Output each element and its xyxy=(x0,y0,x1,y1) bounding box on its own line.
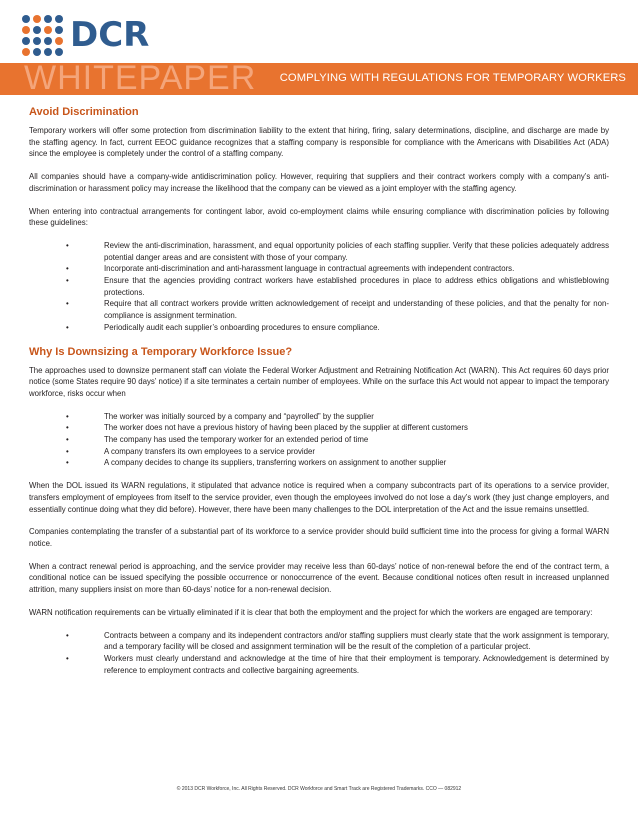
document-body xyxy=(29,105,609,687)
paragraph: When the DOL issued its WARN regulations, it stipulated that advance notice is required when a company subcontracts part of its operations to a service provider, transfers employment of employees from itself to the service provider, even though the employees involved do not lose a day’s work (they just change employers, and essentially continue doing what they did before). However, there have been many challenges to the DOL interpretation of the Act and the issue remains unsettled. xyxy=(29,481,609,514)
bullet-icon: • xyxy=(66,276,69,286)
logo-dot xyxy=(22,15,30,23)
list-item: • Periodically audit each supplier’s onboarding procedures to ensure compliance. xyxy=(66,322,380,332)
logo-dot xyxy=(55,37,63,45)
logo-dot xyxy=(55,15,63,23)
whitepaper-banner xyxy=(0,63,638,95)
list-item: • A company transfers its own employees to a service provider xyxy=(66,446,316,456)
list-item: • The worker was initially sourced by a company and “payrolled” by the supplier xyxy=(66,411,374,421)
bullet-icon: • xyxy=(66,458,69,468)
bullet-icon: • xyxy=(66,653,69,663)
bullet-icon: • xyxy=(66,423,69,433)
banner-title: WHITEPAPER xyxy=(24,63,257,95)
logo-dot xyxy=(44,15,52,23)
logo-text: DCR xyxy=(70,15,150,55)
paragraph: When a contract renewal period is approaching, and the service provider may receive less than 60-days’ notice of non-renewal before the end of the contract term, a conditional notice can be issued specifying the possible occurrence or nonoccurrence of the event. Because conditional notices often result in increased unplanned attrition, many suppliers insist on more than 60-days’ notice for a non-renewal decision. xyxy=(29,561,609,595)
bullet-icon: • xyxy=(66,264,69,274)
paragraph: Temporary workers will offer some protection from discrimination liability to the extent that hiring, firing, salary determinations, discipline, and discharge are made by the staffing agency. In fact, current EEOC guidance recognizes that a staffing company is responsible for compliance with the Americans with Disabilities Act (ADA) since the employee is completely under the control of a staffing company. xyxy=(29,126,609,159)
list-item: • The company has used the temporary worker for an extended period of time xyxy=(66,435,369,445)
logo-dot xyxy=(33,37,41,45)
section-heading-downsizing: Why Is Downsizing a Temporary Workforce Issue? xyxy=(29,345,293,358)
list-item: • Require that all contract workers provide written acknowledgement of receipt and understanding of these policies, and that the penalty for non-compliance is assignment termination. xyxy=(66,299,609,321)
bullet-icon: • xyxy=(66,322,69,332)
paragraph: When entering into contractual arrangements for contingent labor, avoid co-employment claims while ensuring compliance with discrimination policies by following these guidelines: xyxy=(29,206,609,228)
paragraph: Companies contemplating the transfer of a substantial part of its workforce to a service provider should build sufficient time into the process for giving a formal WARN notice. xyxy=(29,527,609,548)
logo-dot xyxy=(22,26,30,34)
list-item: • A company decides to change its suppliers, transferring workers on assignment to another supplier xyxy=(66,458,447,468)
logo-dot xyxy=(33,15,41,23)
guidelines-list xyxy=(29,240,609,334)
risks-list xyxy=(29,411,609,470)
logo-dot xyxy=(44,26,52,34)
logo-dot xyxy=(44,37,52,45)
bullet-icon: • xyxy=(66,630,69,640)
dcr-logo xyxy=(22,13,149,57)
logo-dot xyxy=(22,37,30,45)
logo-dot xyxy=(33,26,41,34)
footer-copyright: © 2013 DCR Workforce, Inc. All Rights Reserved. DCR Workforce and Smart Track are Registered Trademarks. CCO — 082912 xyxy=(176,786,462,792)
list-item: • Workers must clearly understand and acknowledge at the time of hire that their employment is temporary. Acknowledgement is determined by reference to employment contracts and collective bargaining agreements. xyxy=(66,653,609,675)
bullet-icon: • xyxy=(66,435,69,445)
paragraph: All companies should have a company-wide antidiscrimination policy. However, requiring that suppliers and their contract workers comply with a company’s anti-discrimination or harassment policy may increase the likelihood that the company can be viewed as a joint employer with the staffing agency. xyxy=(29,172,609,193)
bullet-icon: • xyxy=(66,411,69,421)
list-item: • The worker does not have a previous history of having been placed by the supplier at different customers xyxy=(66,423,468,433)
list-item: • Review the anti-discrimination, harassment, and equal opportunity policies of each staffing supplier. Verify that these policies adequately address potential danger areas and are consistent with those of your company. xyxy=(66,240,609,262)
logo-dot xyxy=(33,48,41,56)
section-heading-discrimination: Avoid Discrimination xyxy=(29,106,139,118)
logo-dot xyxy=(55,26,63,34)
bullet-icon: • xyxy=(66,240,69,250)
paragraph: WARN notification requirements can be virtually eliminated if it is clear that both the employment and the project for which the workers are engaged are temporary: xyxy=(29,607,593,617)
temporary-list xyxy=(29,630,609,677)
bullet-icon: • xyxy=(66,299,69,309)
logo-dots-icon xyxy=(22,15,63,56)
logo-dot xyxy=(22,48,30,56)
list-item: • Incorporate anti-discrimination and anti-harassment language in contractual agreements with independent contractors. xyxy=(66,264,515,274)
logo-dot xyxy=(44,48,52,56)
list-item: • Contracts between a company and its independent contractors and/or staffing suppliers must clearly state that the work assignment is temporary, and a temporary facility will be closed and assignment termination will be the result of the completion of a particular project. xyxy=(66,630,609,652)
bullet-icon: • xyxy=(66,446,69,456)
banner-subtitle: COMPLYING WITH REGULATIONS FOR TEMPORARY WORKERS xyxy=(279,72,626,84)
logo-dot xyxy=(55,48,63,56)
paragraph: The approaches used to downsize permanent staff can violate the Federal Worker Adjustment and Retraining Notification Act (WARN). This Act requires 60 days prior notice (some States require 90 days’ notice) if a site terminates a certain number of employees. While on the surface this Act would not appear to impact the temporary workforce, risks occur when xyxy=(29,365,609,398)
list-item: • Ensure that the agencies providing contract workers have established procedures in place to address ethics obligations and whistleblowing protections. xyxy=(66,276,609,297)
